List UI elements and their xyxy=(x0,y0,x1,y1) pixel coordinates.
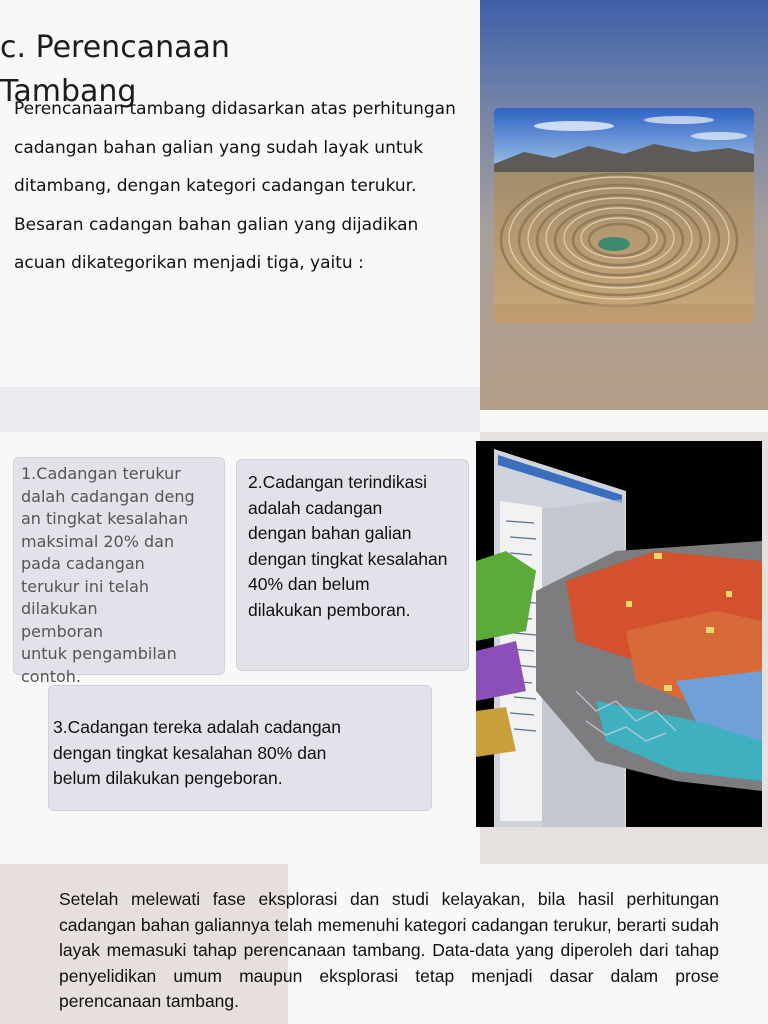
open-pit-mine-photo xyxy=(494,108,754,324)
category-text-measured: 1.Cadangan terukur dalah cadangan deng an tingkat kesalahan maksimal 20% dan pada cadangan terukur ini telah dilakukan pemboran untuk pengambilan contoh. xyxy=(21,464,195,686)
intro-text xyxy=(14,90,464,283)
mine-photo-graphic xyxy=(494,108,754,324)
closing-paragraph: Setelah melewati fase eksplorasi dan studi kelayakan, bila hasil perhitungan cadangan bahan galiannya telah memenuhi kategori cadangan terukur, berarti sudah layak memasuki tahap perencanaan tambang. Data-data yang diperoleh dari tahap penyelidikan umum maupun eksplorasi tetap menjadi dasar dalam prose perencanaan tambang. xyxy=(59,889,719,1011)
intro-paragraph-1: Perencanaan tambang didasarkan atas perhitungan cadangan bahan galian yang sudah layak untuk ditambang, dengan kategori cadangan terukur. xyxy=(14,99,456,196)
category-text-indicated: 2.Cadangan terindikasi adalah cadangan dengan bahan galian dengan tingkat kesalahan 40% dan belum dilakukan pemboran. xyxy=(248,472,448,620)
category-text-inferred: 3.Cadangan tereka adalah cadangan dengan tingkat kesalahan 80% dan belum dilakukan pengeboran. xyxy=(53,717,342,788)
mine-modeling-software-screenshot xyxy=(476,441,762,827)
page-title: c. Perencanaan Tambang xyxy=(0,30,230,109)
intro-paragraph-2: Besaran cadangan bahan galian yang dijadikan acuan dikategorikan menjadi tiga, yaitu : xyxy=(14,214,419,273)
divider-band xyxy=(0,387,480,432)
software-graphic xyxy=(476,441,762,827)
